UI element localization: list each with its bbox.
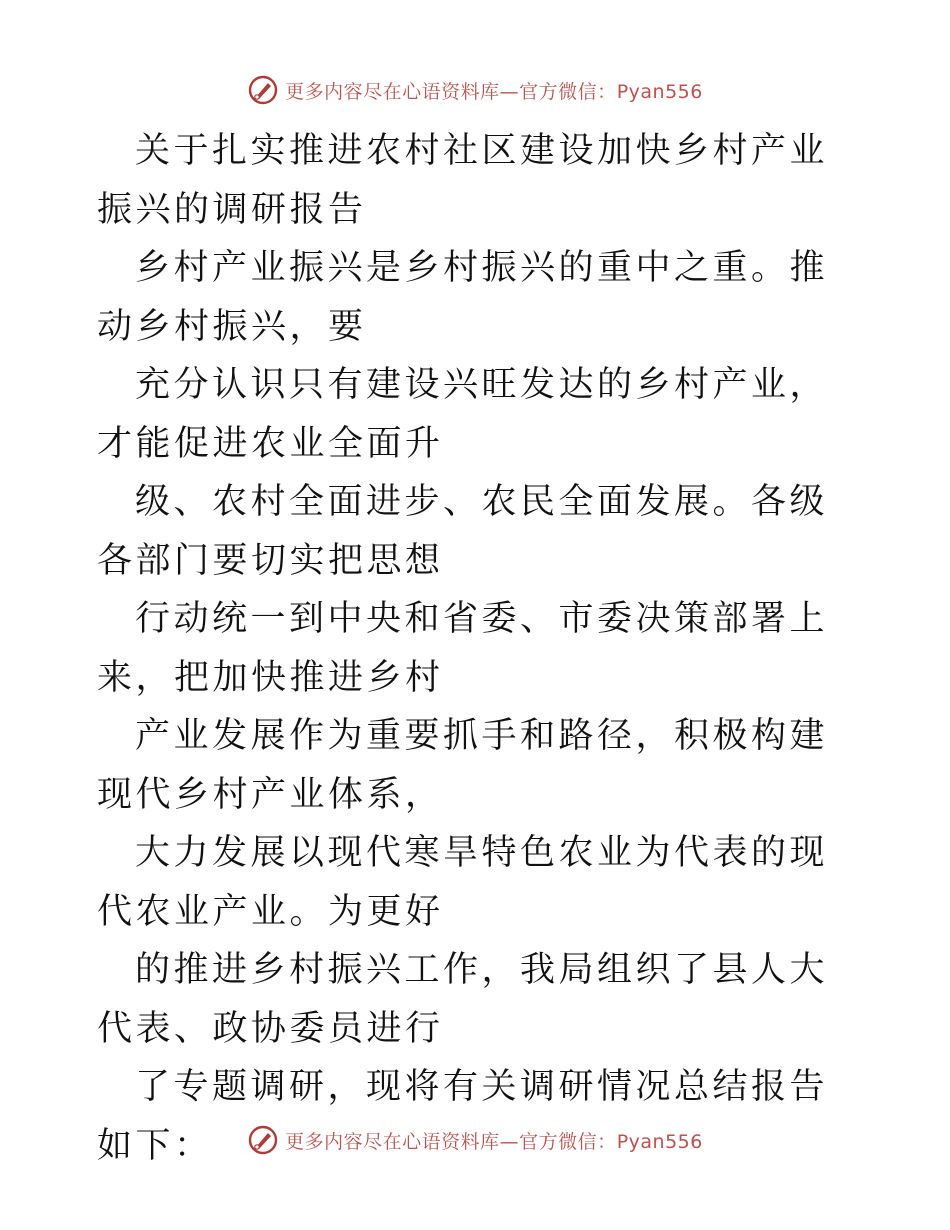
quill-seal-icon — [247, 1124, 279, 1156]
document-body — [97, 122, 857, 1175]
document-title: 关于扎实推进农村社区建设加快乡村产业振兴的调研报告 — [97, 131, 829, 230]
banner-dash: — — [499, 80, 520, 103]
paragraph-line: 乡村产业振兴是乡村振兴的重中之重。推动乡村振兴，要 — [97, 248, 829, 347]
paragraph-line: 行动统一到中央和省委、市委决策部署上来，把加快推进乡村 — [97, 599, 829, 698]
wechat-label: 官方微信： — [519, 1130, 617, 1153]
banner-text — [285, 77, 703, 104]
banner-dash: — — [499, 1130, 520, 1153]
paragraph-line: 产业发展作为重要抓手和路径，积极构建现代乡村产业体系， — [97, 716, 829, 815]
site-name: 更多内容尽在心语资料库 — [285, 1130, 500, 1153]
paragraph-line: 的推进乡村振兴工作，我局组织了县人大代表、政协委员进行 — [97, 950, 829, 1049]
wechat-id: Pyan556 — [616, 1130, 703, 1153]
header-watermark-banner — [0, 70, 950, 110]
site-name: 更多内容尽在心语资料库 — [285, 80, 500, 103]
paragraph-line: 充分认识只有建设兴旺发达的乡村产业，才能促进农业全面升 — [97, 365, 829, 464]
paragraph-line: 了专题调研，现将有关调研情况总结报告如下： — [97, 1067, 829, 1166]
wechat-label: 官方微信： — [519, 80, 617, 103]
paragraph-line: 大力发展以现代寒旱特色农业为代表的现代农业产业。为更好 — [97, 833, 829, 932]
banner-text — [285, 1127, 703, 1154]
wechat-id: Pyan556 — [616, 80, 703, 103]
paragraph-line: 级、农村全面进步、农民全面发展。各级各部门要切实把思想 — [97, 482, 829, 581]
footer-watermark-banner — [0, 1120, 950, 1160]
quill-seal-icon — [247, 74, 279, 106]
